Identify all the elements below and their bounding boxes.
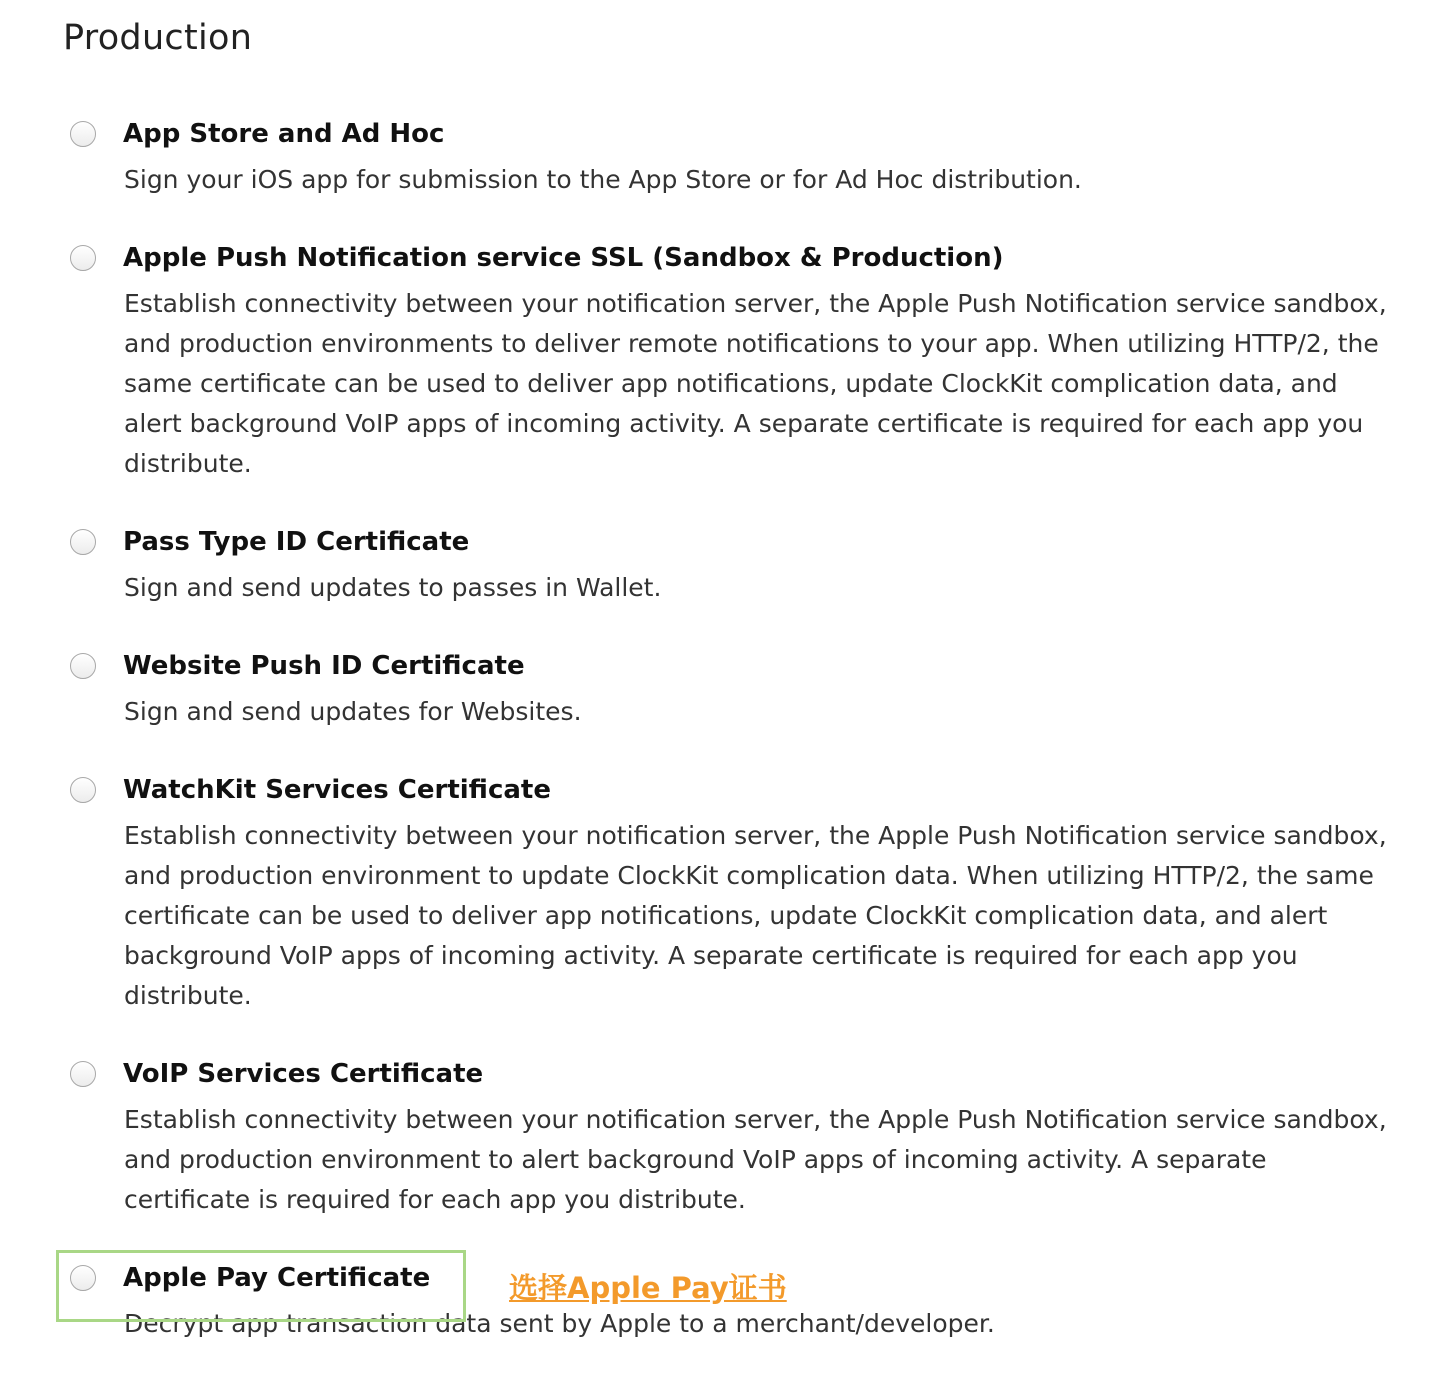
option-title: WatchKit Services Certificate xyxy=(123,775,551,805)
option-title: VoIP Services Certificate xyxy=(123,1059,484,1089)
option-description: Establish connectivity between your notification server, the Apple Push Notification service sandbox, and production environments to deliver remote notifications to your app. When utilizing HTTP/2, the same certificate can be used to deliver app notifications, update ClockKit complication data, and alert background VoIP apps of incoming activity. A separate certificate is required for each app you distribute. xyxy=(124,289,1387,478)
option-description: Sign your iOS app for submission to the App Store or for Ad Hoc distribution. xyxy=(124,165,1082,194)
option-title: Website Push ID Certificate xyxy=(123,651,525,681)
option-title: Pass Type ID Certificate xyxy=(123,527,470,557)
option-title: Apple Push Notification service SSL (Sandbox & Production) xyxy=(123,243,1004,273)
option-title: Apple Pay Certificate xyxy=(123,1263,431,1293)
annotation-highlight-box xyxy=(56,1250,466,1322)
option-description: Decrypt app transaction data sent by Apple to a merchant/developer. xyxy=(124,1309,995,1338)
radio-apns-ssl[interactable] xyxy=(70,245,96,271)
radio-app-store-ad-hoc[interactable] xyxy=(70,121,96,147)
option-description: Establish connectivity between your notification server, the Apple Push Notification service sandbox, and production environment to update ClockKit complication data. When utilizing HTTP/2, the same certificate can be used to deliver app notifications, update ClockKit complication data, and alert background VoIP apps of incoming activity. A separate certificate is required for each app you distribute. xyxy=(124,821,1387,1010)
radio-watchkit-services[interactable] xyxy=(70,777,96,803)
radio-voip-services[interactable] xyxy=(70,1061,96,1087)
annotation-label: 选择Apple Pay证书 xyxy=(509,1271,787,1305)
option-description: Establish connectivity between your notification server, the Apple Push Notification service sandbox, and production environment to alert background VoIP apps of incoming activity. A separate certificate is required for each app you distribute. xyxy=(124,1105,1387,1214)
section-title: Production xyxy=(63,18,253,58)
radio-website-push-id[interactable] xyxy=(70,653,96,679)
radio-pass-type-id[interactable] xyxy=(70,529,96,555)
option-description: Sign and send updates to passes in Wallet. xyxy=(124,573,662,602)
option-description: Sign and send updates for Websites. xyxy=(124,697,582,726)
option-title: App Store and Ad Hoc xyxy=(123,119,445,149)
